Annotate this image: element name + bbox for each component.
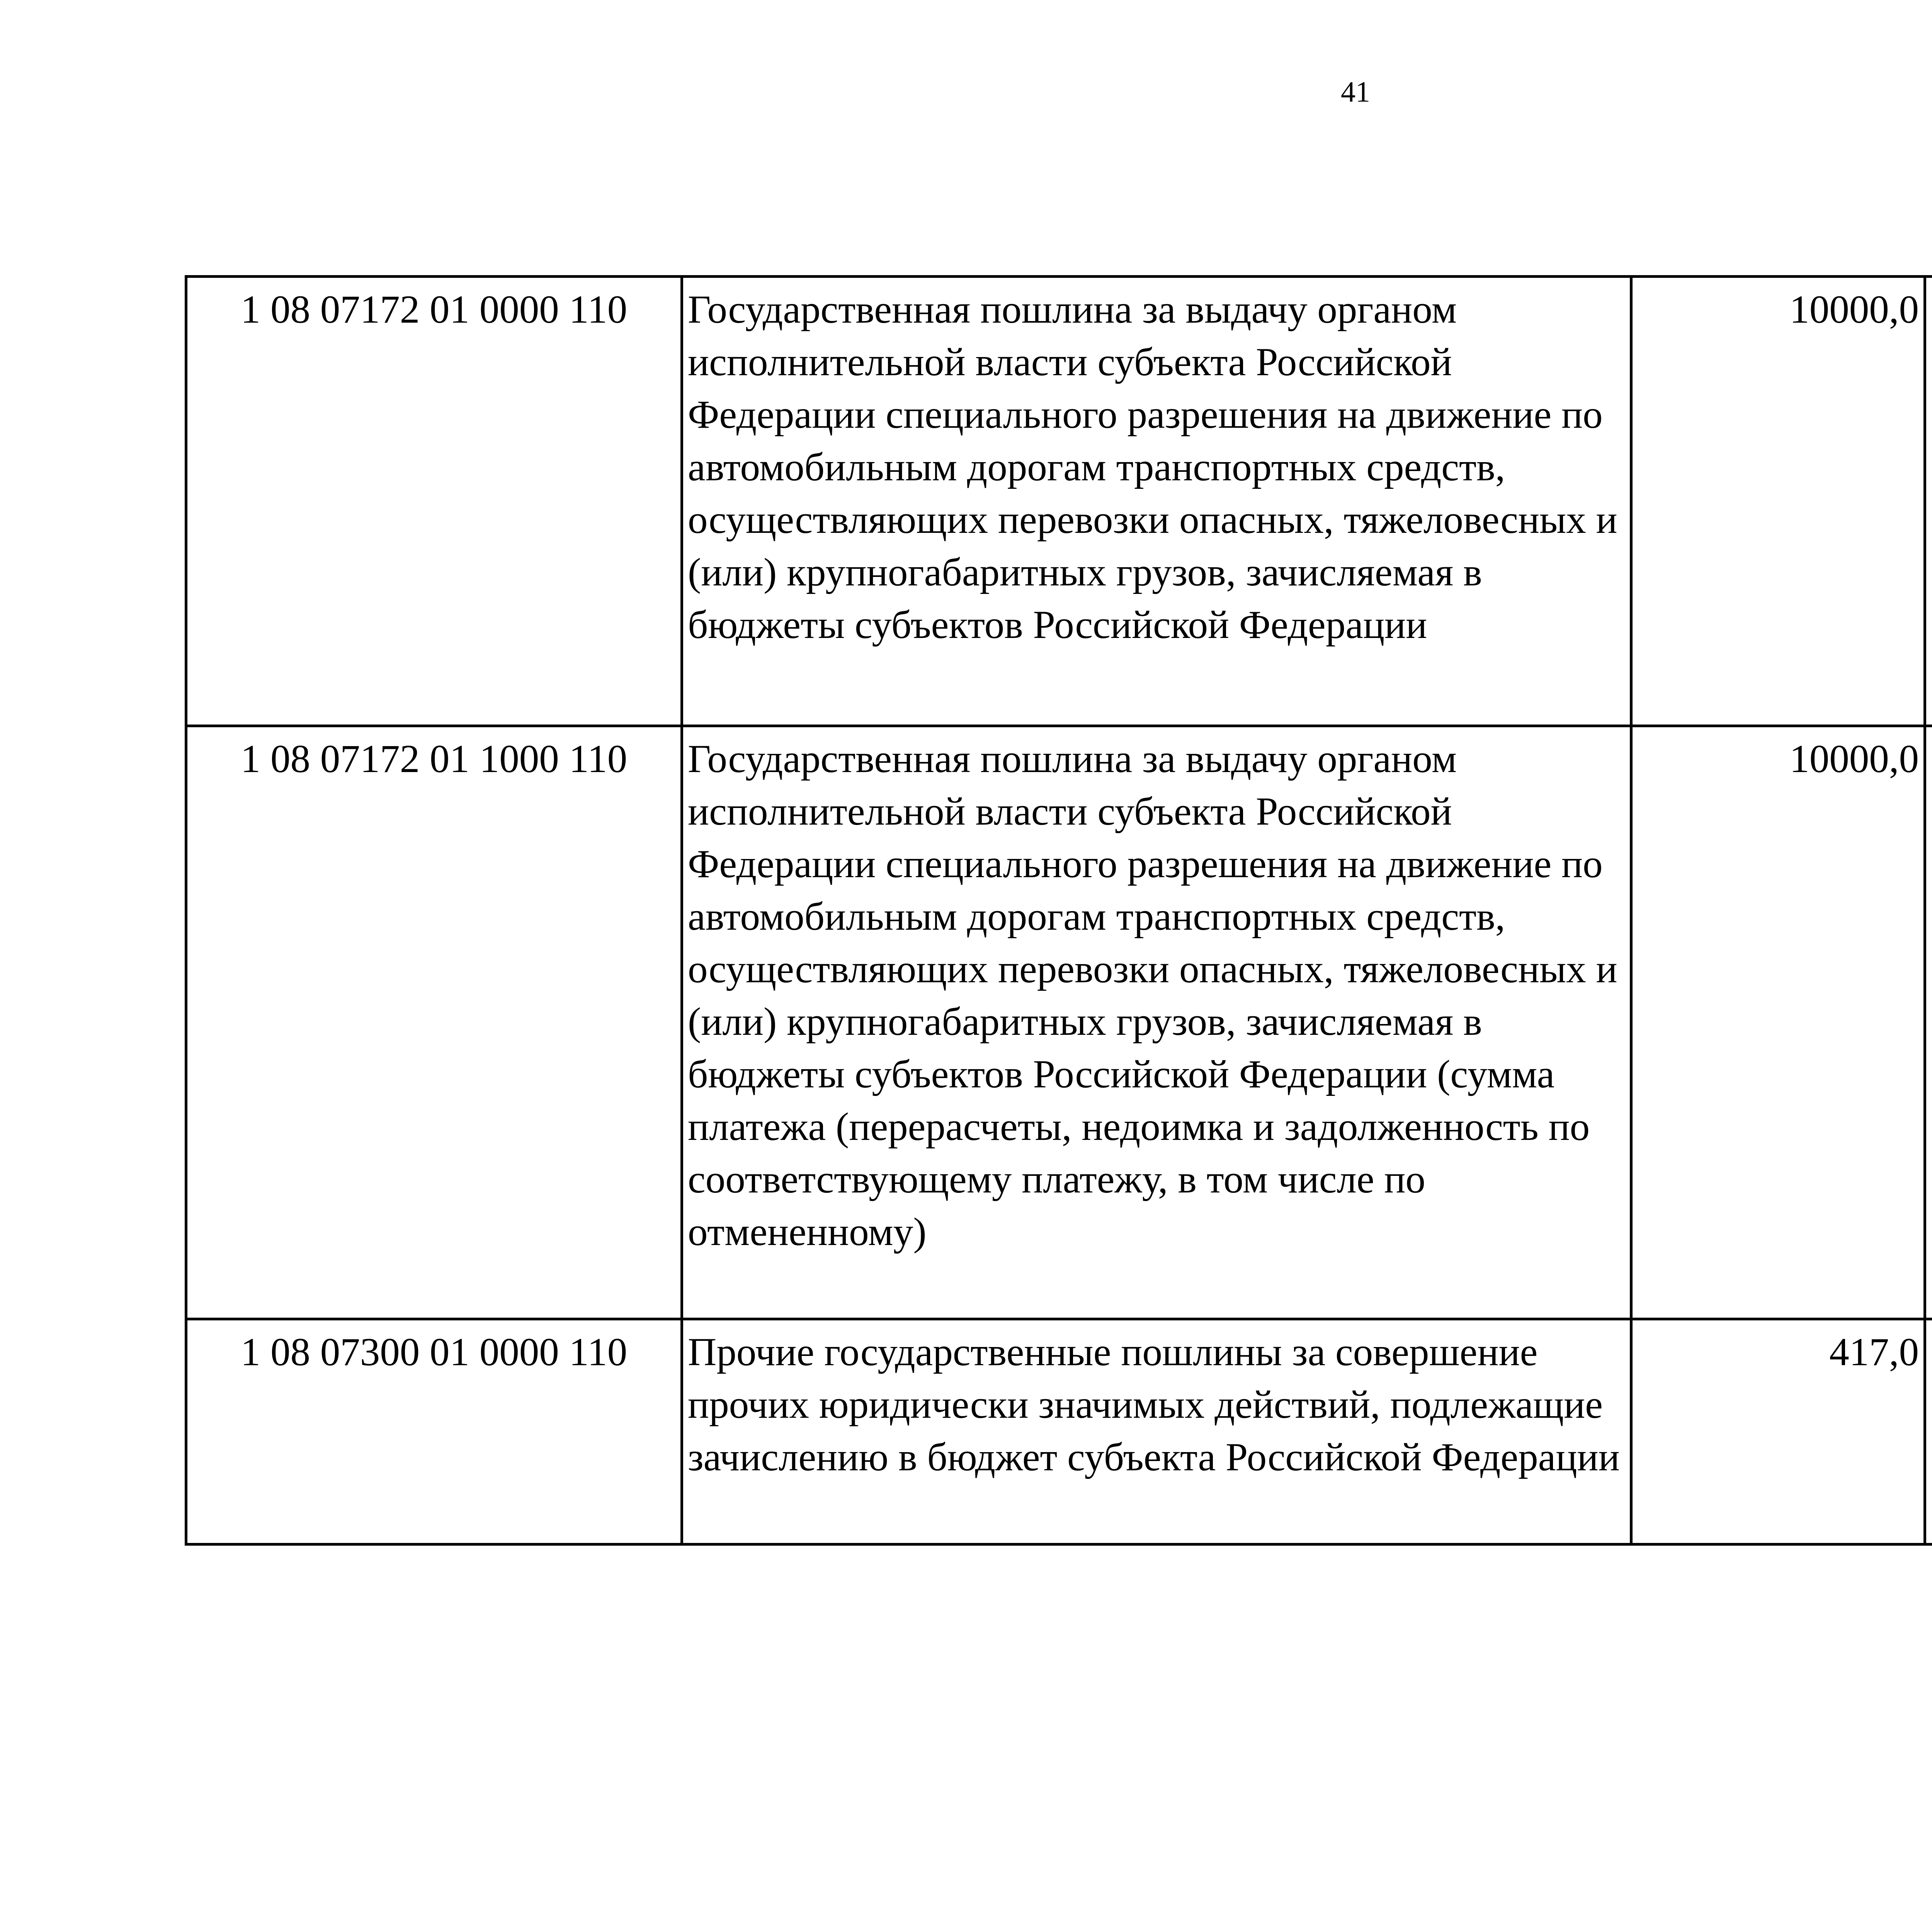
- budget-code-cell: 1 08 07172 01 0000 110: [186, 277, 682, 726]
- revenue-name-cell: Государственная пошлина за выдачу органом исполнительной власти субъекта Российской Федерации специального разрешения на движение по автомобильным дорогам транспортных средств, осуществляющих перевозки опасных, тяжеловесных и (или) крупногабаритных грузов, зачисляемая в бюджеты субъектов Российской Федерации (сумма платежа (перерасчеты, недоимка и задолженность по соответствующему платежу, в том числе по отмененному): [682, 726, 1631, 1319]
- budget-code-cell: 1 08 07172 01 1000 110: [186, 726, 682, 1319]
- revenue-name-cell: Государственная пошлина за выдачу органом исполнительной власти субъекта Российской Федерации специального разрешения на движение по автомобильным дорогам транспортных средств, осуществляющих перевозки опасных, тяжеловесных и (или) крупногабаритных грузов, зачисляемая в бюджеты субъектов Российской Федерации: [682, 277, 1631, 726]
- table-row: [186, 1319, 1932, 1544]
- value-cell-year-2: [1925, 277, 1932, 726]
- value-cell-year-2: [1925, 1319, 1932, 1544]
- value-cell-year-1: 417,0: [1631, 1319, 1925, 1544]
- budget-code-cell: 1 08 07300 01 0000 110: [186, 1319, 682, 1544]
- value-cell-year-1: 10000,0: [1631, 277, 1925, 726]
- value-cell-year-2: [1925, 726, 1932, 1319]
- revenue-name-cell: Прочие государственные пошлины за совершение прочих юридически значимых действий, подлежащие зачислению в бюджет субъекта Российской Федерации: [682, 1319, 1631, 1544]
- table-row: [186, 726, 1932, 1319]
- value-cell-year-1: 10000,0: [1631, 726, 1925, 1319]
- table-row: [186, 277, 1932, 726]
- page-number: 41: [1341, 76, 1370, 108]
- revenue-table: [185, 275, 1932, 1546]
